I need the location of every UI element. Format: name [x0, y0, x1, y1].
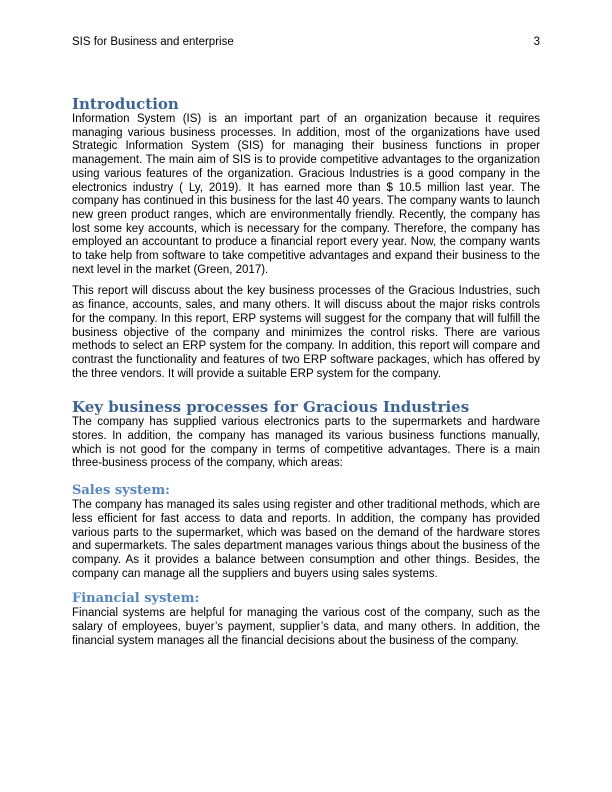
document-body [72, 95, 540, 649]
financial-system-heading: Financial system: [72, 591, 200, 607]
introduction-heading: Introduction [72, 95, 179, 113]
sales-system-paragraph: The company has managed its sales using register and other traditional methods, which are less efficient for fast access to data and reports. In addition, the company has provided various parts to the supermarket, which was based on the demand of the hardware stores and supermarkets. The sales department manages various things about the business of the company. As it provides a balance between consumption and other things. Besides, the company can manage all the suppliers and buyers using sales systems. [72, 499, 540, 580]
key-processes-paragraph: The company has supplied various electronics parts to the supermarkets and hardware stores. In addition, the company has managed its various business functions manually, which is not good for the company in terms of competitive advantages. There is a main three-business process of the company, which areas: [72, 416, 540, 470]
page-header [72, 36, 540, 48]
financial-system-paragraph: Financial systems are helpful for managing the various cost of the company, such as the salary of employees, buyer’s payment, supplier’s data, and many others. In addition, the financial system manages all the financial decisions about the business of the company. [72, 607, 540, 647]
introduction-paragraph-1: Information System (IS) is an important part of an organization because it requires managing various business processes. In addition, most of the organizations have used Strategic Information System (SIS) for managing their business functions in proper management. The main aim of SIS is to provide competitive advantages to the organization using various features of the organization. Gracious Industries is a good company in the electronics industry ( Ly, 2019). It has earned more than $ 10.5 million last year. The company has continued in this business for the last 40 years. The company wants to launch new green product ranges, which are environmentally friendly. Recently, the company has lost some key accounts, which is necessary for the company. Therefore, the company has employed an accountant to produce a financial report every year. Now, the company wants to take help from software to take competitive advantages and expand their business to the next level in the market (Green, 2017). [72, 113, 540, 276]
key-processes-heading: Key business processes for Gracious Industries [72, 398, 470, 417]
running-title: SIS for Business and enterprise [72, 36, 234, 48]
page-number: 3 [533, 36, 540, 48]
introduction-paragraph-2: This report will discuss about the key business processes of the Gracious Industries, such as finance, accounts, sales, and many others. It will discuss about the major risks controls for the company. In this report, ERP systems will suggest for the company that will fulfill the business objective of the company and minimizes the control risks. There are various methods to select an ERP system for the company. In addition, this report will compare and contrast the functionality and features of two ERP software packages, which has offered by the three vendors. It will provide a suitable ERP system for the company. [72, 285, 540, 380]
sales-system-heading: Sales system: [72, 483, 170, 499]
